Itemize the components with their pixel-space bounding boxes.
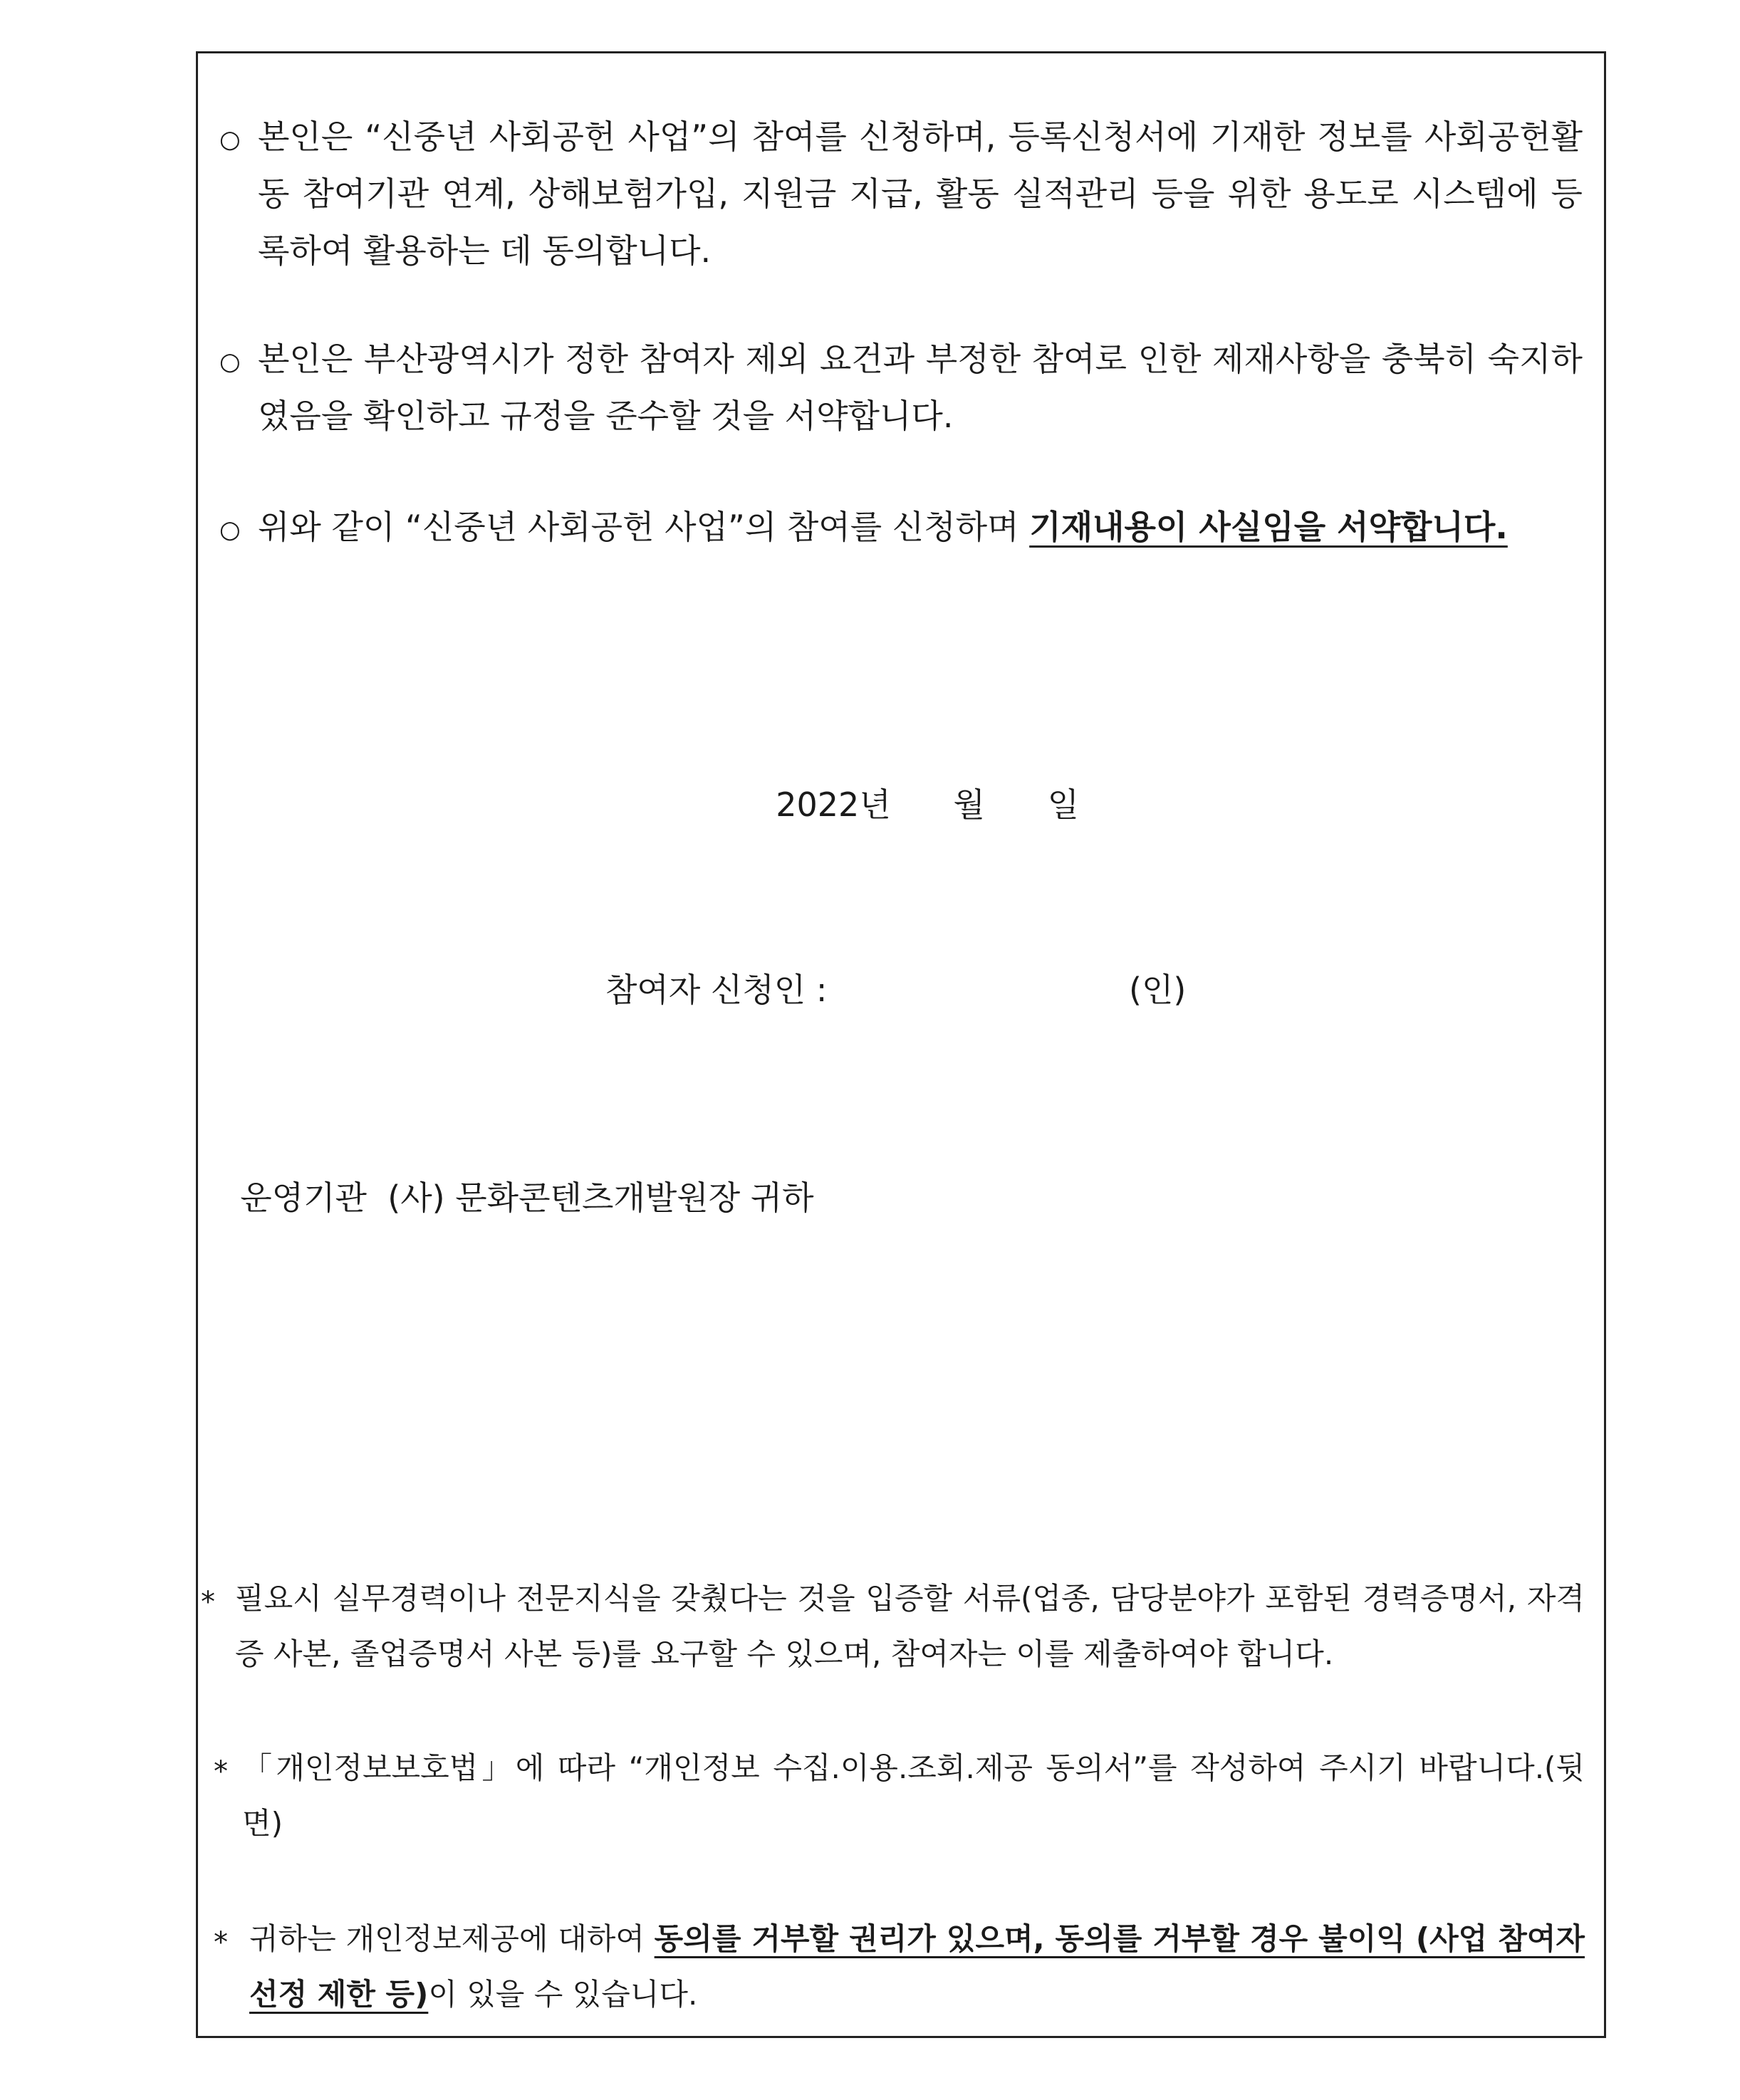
note-2-bullet: *: [214, 1755, 228, 1788]
date-line: [755, 741, 1079, 826]
date-day: 일: [1047, 785, 1080, 824]
signature-seal: (인): [1129, 971, 1187, 1009]
date-year: 2022년: [776, 785, 891, 824]
pledge-3-plain: 위와 같이 “신중년 사회공헌 사업”의 참여를 신청하며: [258, 508, 1030, 546]
note-3-plain-before: 귀하는 개인정보제공에 대하여: [249, 1921, 655, 1956]
note-3-emphasis: 동의를 거부할 권리가 있으며, 동의를 거부할 경우 불이익 (사업 참여자 선정 제한 등): [249, 1921, 1585, 2012]
addressee-org-label: 운영기관: [240, 1179, 367, 1217]
signature-label: 참여자 신청인 :: [605, 971, 828, 1009]
note-3-bullet: *: [214, 1926, 228, 1959]
pledge-3-bullet: ○: [219, 516, 241, 544]
note-3-plain-after: 이 있을 수 있습니다.: [428, 1977, 698, 2012]
addressee-line: [219, 1134, 814, 1219]
note-2-text: 「개인정보보호법」에 따라 “개인정보 수집.이용.조회.제공 동의서”를 작성하여 주시기 바랍니다.(뒷면): [242, 1750, 1585, 1841]
note-1-text: 필요시 실무경력이나 전문지식을 갖췄다는 것을 입증할 서류(업종, 담당분야가 포함된 경력증명서, 자격증 사본, 졸업증명서 사본 등)를 요구할 수 있으며, 참여자는 이를 제출하여야 합니다.: [235, 1581, 1585, 1671]
addressee-org-name: (사) 문화콘텐츠개발원장 귀하: [387, 1179, 814, 1217]
pledge-3-text: [258, 498, 1583, 555]
date-month: 월: [953, 785, 985, 824]
pledge-2-bullet: ○: [219, 348, 241, 376]
pledge-2-text: 본인은 부산광역시가 정한 참여자 제외 요건과 부정한 참여로 인한 제재사항을 충북히 숙지하였음을 확인하고 규정을 준수할 것을 서약합니다.: [258, 340, 1583, 435]
pledge-3-emphasis: 기재내용이 사실임을 서약합니다.: [1029, 508, 1508, 546]
pledge-1-text: 본인은 “신중년 사회공헌 사업”의 참여를 신청하며, 등록신청서에 기재한 정보를 사회공헌활동 참여기관 연계, 상해보험가입, 지원금 지급, 활동 실적관리 등을 위한 용도로 시스템에 등록하여 활용하는 데 동의합니다.: [258, 117, 1583, 270]
note-1-bullet: *: [201, 1586, 215, 1619]
pledge-1-bullet: ○: [219, 125, 241, 154]
note-3-text: [249, 1911, 1585, 2022]
